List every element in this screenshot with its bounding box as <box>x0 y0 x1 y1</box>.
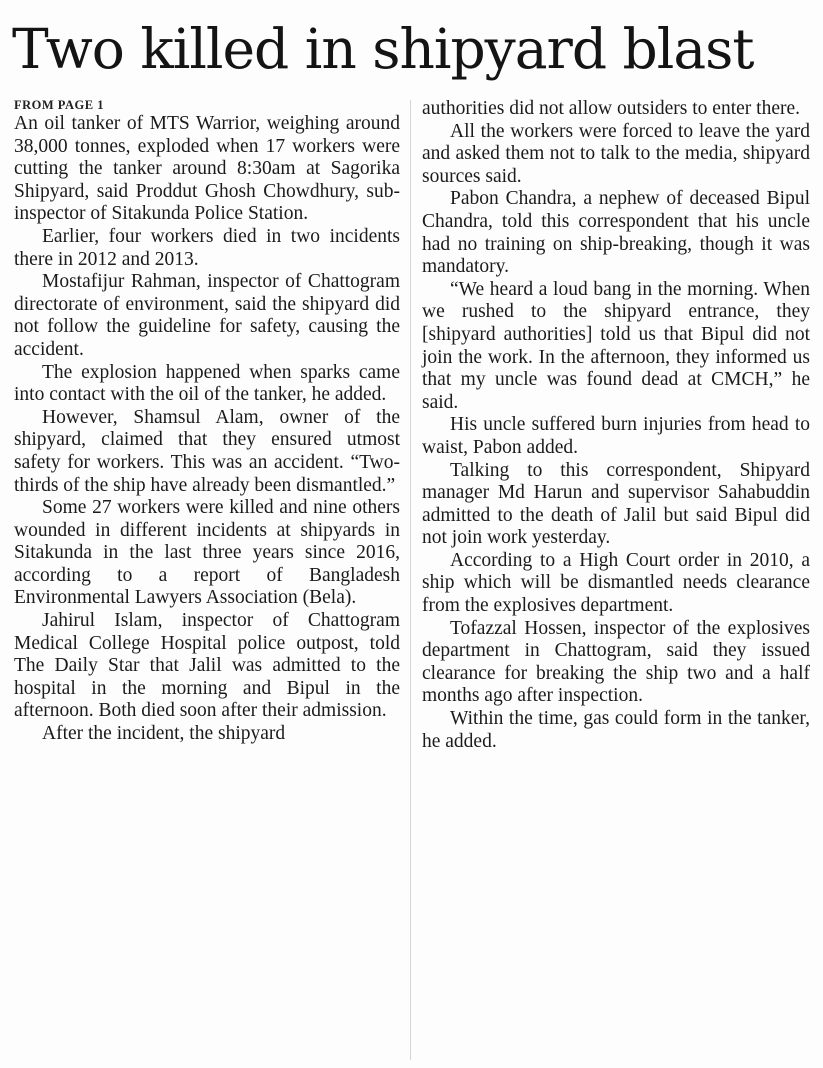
paragraph: Mostafijur Rahman, inspector of Chattogram directorate of environment, said the shipyard did not follow the guideline for safety, causing the accident. <box>14 271 400 360</box>
paragraph: Talking to this correspondent, Shipyard manager Md Harun and supervisor Sahabuddin admitted to the death of Jalil but said Bipul did not join work yesterday. <box>422 459 810 549</box>
paragraph: However, Shamsul Alam, owner of the shipyard, claimed that they ensured utmost safety for workers. This was an accident. “Two-thirds of the ship have already been dismantled.” <box>14 406 400 496</box>
paragraph: Earlier, four workers died in two incidents there in 2012 and 2013. <box>14 225 400 270</box>
paragraph: “We heard a loud bang in the morning. When we rushed to the shipyard entrance, they [shipyard authorities] told us that Bipul did not join the work. In the afternoon, they informed us that my uncle was found dead at CMCH,” he said. <box>422 278 810 413</box>
paragraph: Pabon Chandra, a nephew of deceased Bipul Chandra, told this correspondent that his uncle had no training on ship-breaking, though it was mandatory. <box>422 188 810 278</box>
article-column-right <box>422 98 810 753</box>
paragraph: Within the time, gas could form in the tanker, he added. <box>422 708 810 752</box>
jump-line: FROM PAGE 1 <box>14 98 104 112</box>
column-divider <box>410 100 411 1060</box>
paragraph: His uncle suffered burn injuries from head to waist, Pabon added. <box>422 414 810 458</box>
paragraph: An oil tanker of MTS Warrior, weighing around 38,000 tonnes, exploded when 17 workers were cutting the tanker around 8:30am at Sagorika Shipyard, said Proddut Ghosh Chowdhury, sub-inspector of Sitakunda Police Station. <box>14 113 400 225</box>
paragraph: Jahirul Islam, inspector of Chattogram Medical College Hospital police outpost, told The Daily Star that Jalil was admitted to the hospital in the morning and Bipul in the afternoon. Both died soon after their admission. <box>14 610 400 722</box>
paragraph: All the workers were forced to leave the yard and asked them not to talk to the media, shipyard sources said. <box>422 120 810 187</box>
headline: Two killed in shipyard blast <box>12 17 754 81</box>
paragraph: The explosion happened when sparks came into contact with the oil of the tanker, he added. <box>14 361 400 406</box>
article-column-left <box>14 95 400 746</box>
paragraph: Some 27 workers were killed and nine others wounded in different incidents at shipyards in Sitakunda in the last three years since 2016, according to a report of Bangladesh Environmental Lawyers Association (Bela). <box>14 497 400 609</box>
paragraph: authorities did not allow outsiders to enter there. <box>422 98 800 119</box>
paragraph: After the incident, the shipyard <box>42 723 286 745</box>
paragraph: Tofazzal Hossen, inspector of the explosives department in Chattogram, said they issued clearance for breaking the ship two and a half months ago after inspection. <box>422 617 810 707</box>
paragraph: According to a High Court order in 2010, a ship which will be dismantled needs clearance from the explosives department. <box>422 549 810 617</box>
